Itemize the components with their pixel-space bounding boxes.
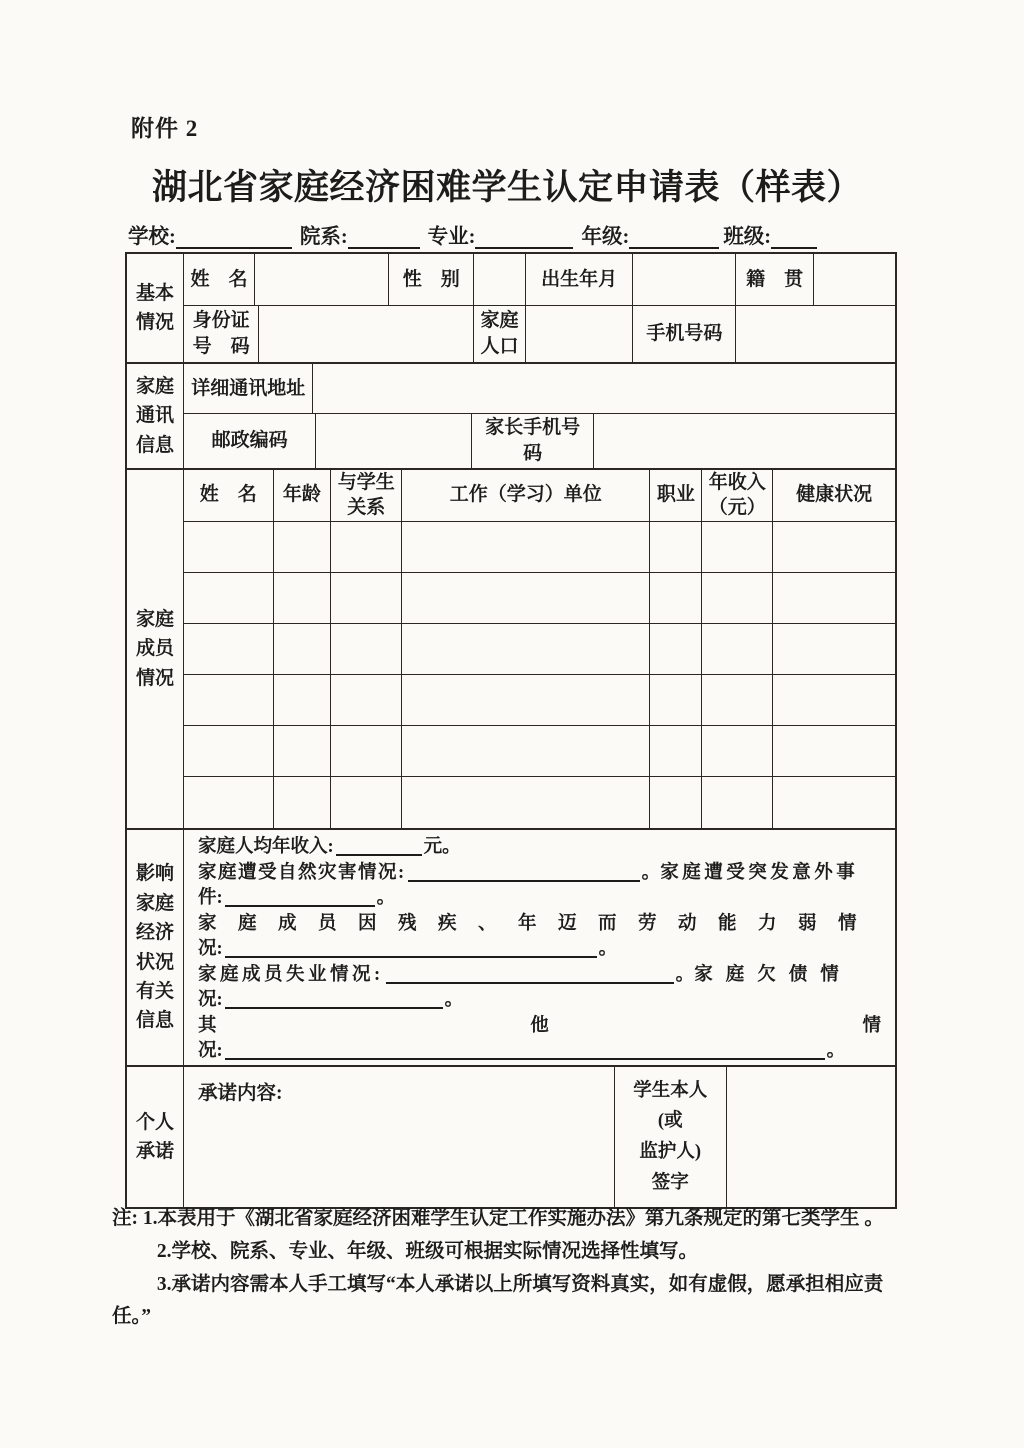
member-empty-cell bbox=[650, 573, 702, 623]
commitment-content-label: 承诺内容: bbox=[198, 1083, 283, 1104]
eco-line-other-2: 况: 。 bbox=[198, 1041, 846, 1061]
eco-line-unemployment: 家庭成员失业情况: 。家庭欠债情 bbox=[198, 964, 852, 985]
member-col-name: 姓 名 bbox=[184, 470, 274, 521]
note-1: 注: 1.本表用于《湖北省家庭经济困难学生认定工作实施办法》第九条规定的第七类学生 。 bbox=[112, 1208, 884, 1229]
eco-line-income: 家庭人均年收入: 元。 bbox=[198, 837, 461, 857]
field-class-label: 班级: bbox=[723, 226, 772, 248]
field-grade-label: 年级: bbox=[581, 226, 630, 248]
name-value-cell bbox=[255, 254, 389, 305]
note-2: 2.学校、院系、专业、年级、班级可根据实际情况选择性填写。 bbox=[156, 1240, 698, 1262]
mobile-label: 手机号码 bbox=[633, 306, 736, 362]
member-col-health: 健康状况 bbox=[796, 484, 873, 506]
section-family-members bbox=[127, 470, 895, 830]
id-number-label: 身份证 号 码 bbox=[184, 306, 259, 362]
debt-blank bbox=[225, 991, 443, 1009]
member-col-age: 年龄 bbox=[274, 470, 332, 521]
field-department-label: 院系: bbox=[299, 226, 348, 248]
disaster-blank bbox=[408, 864, 640, 882]
note-3: 3.承诺内容需本人手工填写“本人承诺以上所填写资料真实，如有虚假，愿承担相应责任。” bbox=[112, 1273, 884, 1328]
field-grade-blank bbox=[629, 229, 719, 250]
signature-label-cell: 学生本人 (或 监护人) 签字 bbox=[615, 1067, 727, 1207]
member-empty-cell bbox=[402, 777, 650, 828]
basic-row-1 bbox=[184, 254, 895, 306]
member-empty-rows bbox=[184, 522, 895, 828]
member-empty-cell bbox=[402, 573, 650, 623]
member-empty-cell bbox=[773, 726, 895, 776]
member-empty-cell bbox=[184, 777, 274, 828]
member-empty-cell bbox=[702, 522, 773, 572]
member-empty-cell bbox=[702, 624, 773, 674]
section-commitment-label: 个人承诺 bbox=[127, 1067, 184, 1207]
member-empty-cell bbox=[650, 522, 702, 572]
member-empty-row bbox=[184, 675, 895, 726]
member-empty-cell bbox=[773, 777, 895, 828]
income-blank bbox=[336, 838, 422, 856]
family-size-value-cell bbox=[526, 306, 633, 362]
member-empty-cell bbox=[402, 726, 650, 776]
section-basic-label: 基本情况 bbox=[127, 254, 184, 362]
basic-row-2 bbox=[184, 306, 895, 362]
member-empty-cell bbox=[650, 777, 702, 828]
birthdate-value-cell bbox=[633, 254, 736, 305]
eco-line-disability: 家庭成员因残疾、年迈而劳动能力弱情 bbox=[198, 913, 879, 934]
postcode-value-cell bbox=[316, 414, 472, 468]
field-school-blank bbox=[176, 229, 292, 250]
member-col-income: 年收入（元） bbox=[702, 470, 773, 521]
parent-mobile-value-cell bbox=[594, 414, 895, 468]
form-title: 湖北省家庭经济困难学生认定申请表（样表） bbox=[151, 168, 862, 207]
member-empty-cell bbox=[331, 675, 402, 725]
field-department-blank bbox=[348, 229, 420, 250]
member-empty-cell bbox=[274, 522, 332, 572]
section-contact-label: 家庭通讯信息 bbox=[127, 364, 184, 468]
field-major-label: 专业: bbox=[427, 226, 476, 248]
member-empty-cell bbox=[274, 777, 332, 828]
member-empty-cell bbox=[331, 624, 402, 674]
member-empty-cell bbox=[773, 522, 895, 572]
member-empty-cell bbox=[274, 726, 332, 776]
member-empty-cell bbox=[184, 675, 274, 725]
section-economic-label: 影响家庭经济状况有关信息 bbox=[127, 830, 184, 1065]
address-label: 详细通讯地址 bbox=[184, 364, 313, 413]
member-col-workunit: 工作（学习）单位 bbox=[402, 470, 650, 521]
native-place-label: 籍 贯 bbox=[736, 254, 813, 305]
eco-line-debt: 况: 。 bbox=[198, 990, 464, 1010]
application-form-table bbox=[125, 252, 897, 1209]
member-empty-row bbox=[184, 522, 895, 573]
member-col-relation: 与学生关系 bbox=[331, 470, 402, 521]
birthdate-label: 出生年月 bbox=[526, 254, 633, 305]
disability-blank bbox=[225, 940, 597, 958]
eco-line-disaster: 家庭遭受自然灾害情况: 。家庭遭受突发意外事 bbox=[198, 862, 859, 883]
section-members-label: 家庭成员情况 bbox=[127, 470, 184, 828]
footnotes bbox=[112, 1203, 914, 1334]
member-empty-cell bbox=[184, 624, 274, 674]
contact-row-1 bbox=[184, 364, 895, 414]
eco-line-disability-2: 况: 。 bbox=[198, 939, 618, 959]
member-empty-cell bbox=[274, 675, 332, 725]
section-contact-info bbox=[127, 364, 895, 470]
member-empty-cell bbox=[331, 573, 402, 623]
member-empty-cell bbox=[274, 624, 332, 674]
address-value-cell bbox=[313, 364, 895, 413]
unemployment-blank bbox=[386, 966, 674, 984]
member-empty-cell bbox=[274, 573, 332, 623]
section-personal-commitment bbox=[127, 1067, 895, 1207]
member-empty-cell bbox=[773, 573, 895, 623]
other-blank bbox=[225, 1042, 825, 1060]
contact-row-2 bbox=[184, 414, 895, 468]
signature-blank-cell bbox=[727, 1067, 895, 1207]
member-empty-cell bbox=[773, 624, 895, 674]
commitment-content-cell bbox=[184, 1067, 615, 1207]
member-empty-cell bbox=[184, 573, 274, 623]
member-empty-cell bbox=[402, 675, 650, 725]
member-empty-cell bbox=[702, 675, 773, 725]
gender-value-cell bbox=[474, 254, 526, 305]
section-basic-info bbox=[127, 254, 895, 364]
member-empty-cell bbox=[331, 522, 402, 572]
member-empty-cell bbox=[650, 726, 702, 776]
family-size-label: 家庭 人口 bbox=[474, 306, 526, 362]
school-info-line bbox=[128, 219, 898, 249]
mobile-value-cell bbox=[736, 306, 895, 362]
member-empty-cell bbox=[184, 522, 274, 572]
member-empty-cell bbox=[331, 777, 402, 828]
accident-blank bbox=[225, 889, 375, 907]
member-empty-cell bbox=[773, 675, 895, 725]
member-empty-row bbox=[184, 624, 895, 675]
eco-line-other: 其 他 情 bbox=[198, 1015, 881, 1036]
member-empty-cell bbox=[702, 777, 773, 828]
parent-mobile-label: 家长手机号码 bbox=[472, 414, 594, 468]
member-empty-row bbox=[184, 726, 895, 777]
member-empty-cell bbox=[184, 726, 274, 776]
economic-status-content bbox=[184, 830, 895, 1065]
member-empty-cell bbox=[650, 675, 702, 725]
member-empty-cell bbox=[650, 624, 702, 674]
member-empty-row bbox=[184, 573, 895, 624]
member-empty-cell bbox=[702, 726, 773, 776]
member-empty-row bbox=[184, 777, 895, 828]
member-empty-cell bbox=[402, 624, 650, 674]
gender-label: 性 别 bbox=[389, 254, 474, 305]
members-header-row bbox=[184, 470, 895, 522]
member-empty-cell bbox=[702, 573, 773, 623]
member-empty-cell bbox=[402, 522, 650, 572]
member-col-occupation: 职业 bbox=[650, 470, 702, 521]
field-school-label: 学校: bbox=[128, 226, 176, 248]
member-empty-cell bbox=[331, 726, 402, 776]
postcode-label: 邮政编码 bbox=[184, 414, 316, 468]
eco-line-accident: 件: 。 bbox=[198, 888, 396, 908]
attachment-label: 附件 2 bbox=[131, 116, 199, 141]
section-economic-status bbox=[127, 830, 895, 1067]
field-class-blank bbox=[771, 229, 817, 250]
name-label: 姓 名 bbox=[184, 254, 255, 305]
field-major-blank bbox=[475, 229, 573, 250]
native-place-value-cell bbox=[814, 254, 895, 305]
id-number-value-cell bbox=[259, 306, 474, 362]
